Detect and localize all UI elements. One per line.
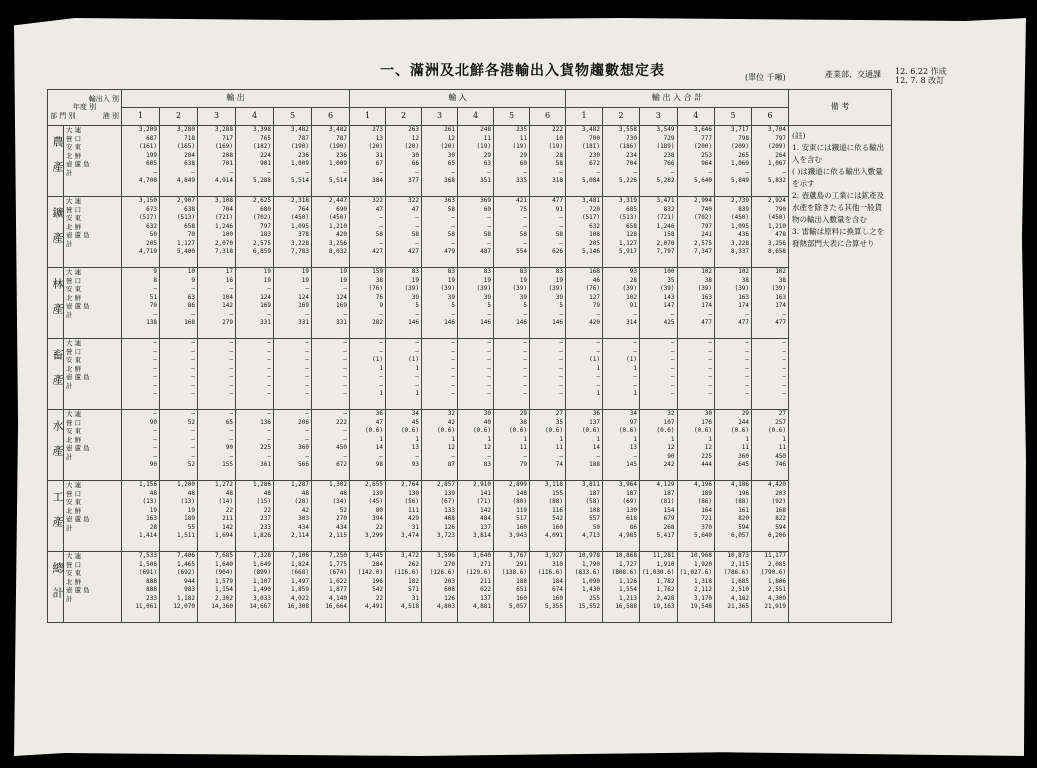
port-labels: 大 連 營 口 安 東 北 鮮 壺 蘆 島 計 [64,410,122,481]
value-cell: 2,924 790 (450) 1,210 478 3,256 8,658 [752,197,789,268]
section-row [48,481,892,552]
year-header: 1 [350,108,386,126]
value-cell: — — — — — — — [122,339,160,410]
value-cell: 100 35 (39) 143 147 — 425 [640,268,678,339]
value-cell: 3,640 271 (129.6) 211 622 137 4,881 [458,552,494,623]
year-header: 6 [752,108,789,126]
value-cell: — — — — — — — [160,339,198,410]
value-cell: 2,907 638 (513) 658 70 1,127 5,400 [160,197,198,268]
note-line: 1. 安東には鐵道に依る輸出入を含む [792,143,885,164]
section-row [48,197,892,268]
value-cell: 102 38 (39) 163 174 — 477 [715,268,752,339]
value-cell: 3,704 797 (209) 264 1,067 — 5,832 [752,126,789,197]
corner-category: 部 門 別 [50,111,76,120]
value-cell: 2,910 141 (71) 142 484 137 3,814 [458,481,494,552]
value-cell: — — (1) 1 — — 1 [386,339,422,410]
port-labels: 大 連 營 口 安 東 北 鮮 壺 蘆 島 計 [64,481,122,552]
header-import: 輸 入 [350,90,566,108]
value-cell: 10,978 1,790 (833.6) 1,090 1,430 255 15,552 [566,552,603,623]
section-row [48,552,892,623]
value-cell: 1,156 48 (13) 19 163 28 1,414 [122,481,160,552]
category-label: 畜產 [48,339,64,410]
value-cell: 369 60 — — 58 — 487 [458,197,494,268]
value-cell: — — (1) 1 — — 1 [350,339,386,410]
header-corner [48,90,122,126]
value-cell: 17 16 — 104 142 — 279 [198,268,236,339]
category-label: 總計 [48,552,64,623]
value-cell: 36 47 (0.6) 1 14 — 98 [350,410,386,481]
value-cell: 3,964 187 (69) 130 618 86 4,985 [603,481,640,552]
value-cell: 3,646 777 (200) 253 964 — 5,640 [677,126,715,197]
note-line: ( )は鐵道に依る輸出入數量を示す [792,167,883,188]
value-cell: 93 28 (39) 102 91 — 314 [603,268,640,339]
value-cell: — — — — — — — [715,339,752,410]
value-cell: — 206 — — 360 — 566 [274,410,312,481]
value-cell: — — — — — — — [198,339,236,410]
category-label: 工產 [48,481,64,552]
value-cell: 235 11 (19) 29 60 — 335 [494,126,530,197]
value-cell: 2,857 139 (67) 133 468 126 3,723 [422,481,458,552]
value-cell: 3,482 787 (190) 236 1,009 — 5,514 [274,126,312,197]
year-header: 6 [312,108,350,126]
value-cell: 9 8 — 51 70 — 138 [122,268,160,339]
value-cell: 2,739 839 (450) 1,095 436 3,228 8,337 [715,197,752,268]
category-label: 水產 [48,410,64,481]
value-cell: 3,398 765 (182) 224 901 — 5,288 [236,126,274,197]
value-cell: 102 38 (39) 163 174 — 477 [677,268,715,339]
value-cell: 29 38 (0.6) 1 11 — 79 [494,410,530,481]
value-cell: 222 10 (19) 28 58 — 318 [530,126,566,197]
value-cell: — — — — — — — [640,339,678,410]
category-label: 林產 [48,268,64,339]
year-header: 2 [386,108,422,126]
port-labels: 大 連 營 口 安 東 北 鮮 壺 蘆 島 計 [64,126,122,197]
value-cell: 30 40 (0.6) 1 12 — 83 [458,410,494,481]
value-cell: 3,482 700 (181) 230 672 — 5,084 [566,126,603,197]
value-cell: 10,868 1,727 (808.6) 1,126 1,554 1,213 16,588 [603,552,640,623]
value-cell: — 222 — — 450 — 672 [312,410,350,481]
value-cell: 11,177 2,085 (790.6) 1,806 2,551 4,300 21,919 [752,552,789,623]
value-cell: 29 244 (0.6) 1 11 360 645 [715,410,752,481]
year-header: 2 [603,108,640,126]
port-labels: 大 連 營 口 安 東 北 鮮 壺 蘆 島 計 [64,552,122,623]
value-cell: 2,625 680 (702) 797 183 2,575 6,859 [236,197,274,268]
value-cell: — — — — — — — [236,339,274,410]
year-header: 5 [274,108,312,126]
value-cell: 4,420 203 (92) 168 822 594 6,206 [752,481,789,552]
value-cell: 7,533 1,506 (691) 888 888 233 11,061 [122,552,160,623]
value-cell: 3,549 729 (189) 238 766 — 5,282 [640,126,678,197]
value-cell: 3,481 720 (517) 632 108 205 5,146 [566,197,603,268]
value-cell: 7,328 1,649 (899) 1,107 1,490 3,033 14,667 [236,552,274,623]
value-cell: 168 46 (76) 127 79 — 420 [566,268,603,339]
value-cell: 3,118 155 (88) 116 542 160 4,091 [530,481,566,552]
value-cell: — 65 — — 90 — 155 [198,410,236,481]
value-cell: 10,873 2,115 (786.6) 1,685 2,510 4,182 21,365 [715,552,752,623]
value-cell: 3,319 685 (513) 658 128 1,127 5,917 [603,197,640,268]
value-cell: 3,150 673 (517) 632 50 205 4,719 [122,197,160,268]
value-cell: 3,445 284 (142.0) 196 542 22 4,491 [350,552,386,623]
value-cell: 3,767 291 (138.6) 188 651 160 5,057 [494,552,530,623]
category-label: 鑛產 [48,197,64,268]
corner-port: 港 別 [102,111,119,120]
value-cell: 7,406 1,465 (692) 944 983 1,182 12,070 [160,552,198,623]
port-labels: 大 連 營 口 安 東 北 鮮 壺 蘆 島 計 [64,339,122,410]
header-remarks: 備 考 [789,90,892,126]
year-header: 1 [566,108,603,126]
note-line: (註) [792,131,806,140]
value-cell: 3,108 704 (721) 1,246 100 2,070 7,318 [198,197,236,268]
section-row [48,410,892,481]
value-cell: 1,287 48 (28) 42 303 434 2,114 [274,481,312,552]
value-cell: — — — — — — — [752,339,789,410]
value-cell: 263 12 (20) 30 66 — 377 [386,126,422,197]
year-header: 4 [236,108,274,126]
value-cell: 83 19 (39) 39 5 — 146 [422,268,458,339]
value-cell: — 90 — — — — 90 [122,410,160,481]
value-cell: 363 58 — — 58 — 479 [422,197,458,268]
header-export: 輸 出 [122,90,350,108]
value-cell: 3,596 270 (126.6) 203 608 126 4,803 [422,552,458,623]
value-cell: 2,994 740 (702) 797 241 2,575 7,347 [677,197,715,268]
value-cell: 2,655 139 (45) 80 394 22 3,299 [350,481,386,552]
value-cell: 3,927 310 (116.6) 184 674 160 5,355 [530,552,566,623]
value-cell: 32 42 (0.6) 1 12 — 87 [422,410,458,481]
value-cell: 36 137 (0.6) 1 14 — 188 [566,410,603,481]
value-cell: 3,209 687 (161) 199 605 — 4,700 [122,126,160,197]
value-cell: — — — — — — — [422,339,458,410]
value-cell: 3,472 262 (116.6) 182 571 31 4,518 [386,552,422,623]
year-header-row [48,108,892,126]
value-cell: 4,129 187 (81) 154 679 268 5,417 [640,481,678,552]
value-cell: 421 75 — — 58 — 554 [494,197,530,268]
value-cell: 3,482 787 (190) 236 1,009 — 5,514 [312,126,350,197]
value-cell: 322 47 — — 58 — 427 [386,197,422,268]
year-header: 4 [677,108,715,126]
section-row [48,339,892,410]
value-cell: 3,288 717 (169) 208 701 — 4,914 [198,126,236,197]
year-header: 5 [715,108,752,126]
value-cell: 83 19 (39) 39 5 — 146 [530,268,566,339]
value-cell: 32 107 (0.6) 1 12 90 242 [640,410,678,481]
category-label: 農產 [48,126,64,197]
value-cell: 3,811 187 (58) 108 557 50 4,713 [566,481,603,552]
value-cell: 19 19 — 124 169 — 331 [312,268,350,339]
value-cell: 248 11 (19) 29 63 — 351 [458,126,494,197]
value-cell: 19 19 — 124 169 — 331 [274,268,312,339]
value-cell: — — — — — — — [530,339,566,410]
value-cell: 2,899 148 (80) 119 517 160 3,943 [494,481,530,552]
value-cell: 3,471 832 (721) 1,246 158 2,070 7,797 [640,197,678,268]
value-cell: 83 19 (39) 39 5 — 146 [386,268,422,339]
date-stamps [895,67,947,85]
value-cell: 19 19 — 124 169 — 331 [236,268,274,339]
value-cell: 2,447 690 (450) 1,210 420 3,256 8,032 [312,197,350,268]
trade-table [47,89,892,623]
value-cell: 10,968 1,920 (1,027.6) 1,318 2,112 3,170 19,548 [677,552,715,623]
value-cell: — — — — — — — [274,339,312,410]
section-row [48,268,892,339]
value-cell: 4,196 189 (86) 164 721 370 5,640 [677,481,715,552]
value-cell: — — — — — — — [458,339,494,410]
date-revised: 12. 7. 8 改訂 [895,76,945,85]
value-cell: 3,558 730 (186) 234 704 — 5,226 [603,126,640,197]
value-cell: — 52 — — — — 52 [160,410,198,481]
value-cell: 261 12 (20) 30 65 — 368 [422,126,458,197]
value-cell: 1,286 48 (15) 22 237 233 1,826 [236,481,274,552]
value-cell: 3,717 798 (209) 265 1,069 — 5,849 [715,126,752,197]
table-body [48,126,892,623]
value-cell: 27 257 (0.6) 1 11 450 746 [752,410,789,481]
value-cell: 2,318 764 (450) 1,095 378 3,228 7,783 [274,197,312,268]
value-cell: — — (1) 1 — — 1 [566,339,603,410]
value-cell: 322 47 — — 58 — 427 [350,197,386,268]
value-cell: 3,280 718 (165) 204 638 — 4,849 [160,126,198,197]
year-header: 4 [458,108,494,126]
value-cell: 7,250 1,775 (674) 1,622 1,877 4,140 16,664 [312,552,350,623]
value-cell: 477 91 — — 58 — 626 [530,197,566,268]
value-cell: 2,764 130 (56) 111 429 31 3,474 [386,481,422,552]
year-header: 3 [198,108,236,126]
note-line: 2. 壺蘆島の工業には鉱產及水產を除きたる其他一般貨物の輸出入數量を含む [792,191,885,224]
year-header: 6 [530,108,566,126]
value-cell: 1,302 48 (34) 52 270 434 2,115 [312,481,350,552]
value-cell: 273 13 (20) 31 67 — 384 [350,126,386,197]
value-cell: — — (1) 1 — — 1 [603,339,640,410]
author-label: 產業部、交通課 [825,70,881,79]
section-row [48,126,892,197]
value-cell: 4,186 196 (88) 161 820 594 6,057 [715,481,752,552]
value-cell: — — — — — — — [312,339,350,410]
value-cell: 30 176 (0.6) 1 12 225 444 [677,410,715,481]
year-header: 2 [160,108,198,126]
unit-label: (單位 千噸) [745,73,786,82]
note-line: 3. 雷輸は原料に換算し之を發熱部門大表に合算せり [792,227,885,248]
value-cell: 102 38 (39) 163 174 — 477 [752,268,789,339]
value-cell: 1,200 48 (13) 19 189 55 1,511 [160,481,198,552]
value-cell: — 136 — — 225 — 361 [236,410,274,481]
value-cell: — — — — — — — [677,339,715,410]
document-title: 一、滿洲及北鮮各港輸出入貨物趨數想定表 [380,63,665,79]
remarks-notes [789,126,892,623]
corner-year: 年度 別 [72,103,97,112]
header-total: 輸 出 入 合 計 [566,90,789,108]
year-header: 1 [122,108,160,126]
port-labels: 大 連 營 口 安 東 北 鮮 壺 蘆 島 計 [64,197,122,268]
value-cell: 10 9 — 63 86 — 168 [160,268,198,339]
year-header: 5 [494,108,530,126]
corner-bottom [50,112,119,121]
value-cell: 34 45 (0.6) 1 13 — 93 [386,410,422,481]
year-header: 3 [422,108,458,126]
value-cell: 83 19 (39) 39 5 — 146 [494,268,530,339]
port-labels: 大 連 營 口 安 東 北 鮮 壺 蘆 島 計 [64,268,122,339]
value-cell: 34 97 (0.6) 1 13 — 145 [603,410,640,481]
value-cell: 83 19 (39) 39 5 — 146 [458,268,494,339]
corner-direction: 輸出入 別 [88,94,119,103]
value-cell: — — — — — — — [494,339,530,410]
value-cell: 7,106 1,824 (668) 1,497 1,859 4,022 16,308 [274,552,312,623]
date-created: 12. 6.22 作成 [895,67,947,76]
value-cell: 11,281 1,910 (1,030.6) 1,782 1,762 2,428 19,163 [640,552,678,623]
value-cell: 1,272 48 (14) 22 211 142 1,694 [198,481,236,552]
value-cell: 159 38 (76) 76 9 — 282 [350,268,386,339]
year-header: 3 [640,108,678,126]
value-cell: 27 35 (0.6) 1 11 — 74 [530,410,566,481]
value-cell: 7,685 1,640 (904) 1,579 1,154 2,302 14,360 [198,552,236,623]
